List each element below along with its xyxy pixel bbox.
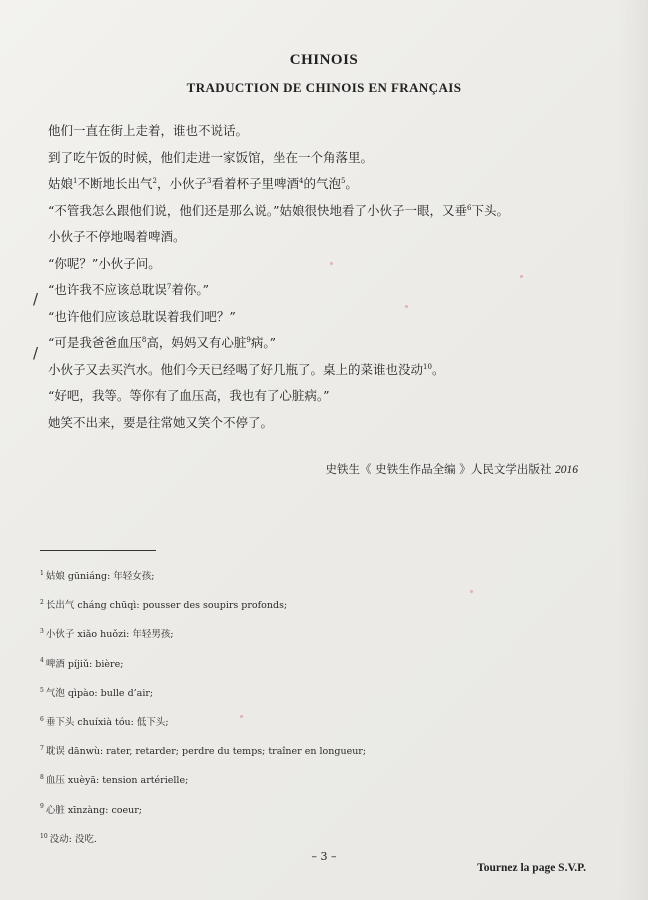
footnote-ref: 8 <box>141 335 147 344</box>
passage-text: 着你。” <box>171 282 210 297</box>
passage-line <box>48 357 608 384</box>
passage-text: 。 <box>345 176 358 191</box>
footnote-item <box>40 766 600 795</box>
passage-text: ，小伙子 <box>156 176 207 191</box>
source-year: 2016 <box>555 464 578 476</box>
show-through-mark <box>240 715 243 718</box>
footnote-item <box>40 650 600 679</box>
passage-line: “也许他们应该总耽误着我们吧？” <box>48 308 236 324</box>
footnote-ref: 3 <box>206 176 212 185</box>
footnote-number: 5 <box>40 686 44 694</box>
footnote-number: 2 <box>40 599 44 607</box>
footnote-item <box>40 737 600 766</box>
footnote-text: 耽误 dānwù: rater, retarder; perdre du temps; traîner en longueur; <box>45 746 367 758</box>
footnote-item <box>40 620 600 649</box>
footnote-text: 垂下头 chuíxià tóu: 低下头; <box>45 716 169 728</box>
footnote-text: 小伙子 xiǎo huǒzi: 年轻男孩; <box>45 629 174 641</box>
footnote-item <box>40 679 600 708</box>
footnote-ref: 1 <box>73 176 78 185</box>
footnote-text: 啤酒 píjiǔ: bière; <box>45 658 124 670</box>
passage-text: 病。” <box>250 335 276 350</box>
footnote-divider <box>40 550 156 551</box>
footnote-text: 没动: 没吃. <box>49 833 97 845</box>
passage-line: 她笑不出来，要是往常她又笑个不停了。 <box>48 414 274 430</box>
footnote-ref: 7 <box>166 282 172 291</box>
passage-text: 。 <box>431 361 445 377</box>
footnote-item <box>40 796 600 825</box>
show-through-mark <box>405 305 408 308</box>
footnote-number: 6 <box>40 715 44 723</box>
footnote-number: 8 <box>40 774 44 782</box>
passage-line: “你呢？”小伙子问。 <box>48 255 161 271</box>
footnote-ref: 4 <box>298 176 304 185</box>
footnote-number: 10 <box>40 832 48 840</box>
passage-text: 的气泡 <box>303 176 341 191</box>
show-through-mark <box>520 275 523 278</box>
passage-text: “也许我不应该总耽误 <box>48 282 167 297</box>
footnote-ref: 10 <box>423 362 432 371</box>
show-through-mark <box>330 262 333 265</box>
pen-mark: / <box>33 290 39 308</box>
passage-line: 他们一直在街上走着，谁也不说话。 <box>48 123 249 138</box>
chinese-passage <box>48 118 608 436</box>
footnote-item <box>40 562 600 591</box>
passage-line <box>48 330 608 357</box>
passage-text: 高，妈妈又有心脏 <box>146 335 247 350</box>
footnote-text: 气泡 qìpào: bulle d’air; <box>45 687 154 699</box>
passage-text: 小伙子又去买汽水。他们今天已经喝了好几瓶了。桌上的菜谁也没动 <box>48 361 424 377</box>
passage-text: 姑娘 <box>48 176 74 191</box>
footnote-ref: 6 <box>467 203 472 212</box>
passage-line <box>48 171 608 198</box>
footnote-number: 7 <box>40 744 44 752</box>
subject-title: CHINOIS <box>289 52 359 68</box>
source-text: 史铁生《 史铁生作品全编 》人民文学出版社 <box>325 462 555 476</box>
passage-text: 看着杯子里啤酒 <box>211 176 299 191</box>
footnote-text: 姑娘 gūniáng: 年轻女孩; <box>45 571 155 582</box>
footnote-text: 血压 xuèyā: tension artérielle; <box>45 775 189 787</box>
footnote-text: 心脏 xīnzàng: coeur; <box>45 804 142 816</box>
passage-line: 小伙子不停地喝着啤酒。 <box>48 229 186 244</box>
footnote-number: 4 <box>40 657 44 665</box>
footnote-number: 3 <box>40 628 44 636</box>
passage-text: “可是我爸爸血压 <box>48 335 142 350</box>
footnote-ref: 9 <box>246 335 251 344</box>
page-number: – 3 – <box>311 850 337 863</box>
footnote-number: 1 <box>40 569 44 577</box>
pen-mark: / <box>33 344 39 362</box>
footnotes <box>40 562 600 854</box>
source-citation <box>326 461 578 477</box>
passage-line: “好吧，我等。等你有了血压高，我也有了心脏病。” <box>48 388 330 403</box>
turn-page-note: Tournez la page S.V.P. <box>477 862 586 874</box>
passage-line: 到了吃午饭的时候，他们走进一家饭馆，坐在一个角落里。 <box>48 149 374 165</box>
footnote-number: 9 <box>40 803 44 811</box>
passage-text: 下头。 <box>471 202 510 218</box>
passage-line <box>48 198 608 225</box>
footnote-ref: 2 <box>152 176 157 185</box>
passage-text: 不断地长出气 <box>77 176 153 191</box>
footnote-ref: 5 <box>340 176 346 185</box>
passage-text: “不管我怎么跟他们说，他们还是那么说。”姑娘很快地看了小伙子一眼，又垂 <box>48 202 468 218</box>
show-through-mark <box>470 590 473 593</box>
footnote-item <box>40 591 600 620</box>
footnote-item <box>40 708 600 737</box>
passage-line <box>48 277 608 304</box>
footnote-text: 长出气 cháng chūqì: pousser des soupirs profonds; <box>45 600 288 612</box>
section-heading: TRADUCTION DE CHINOIS EN FRANÇAIS <box>186 80 462 95</box>
